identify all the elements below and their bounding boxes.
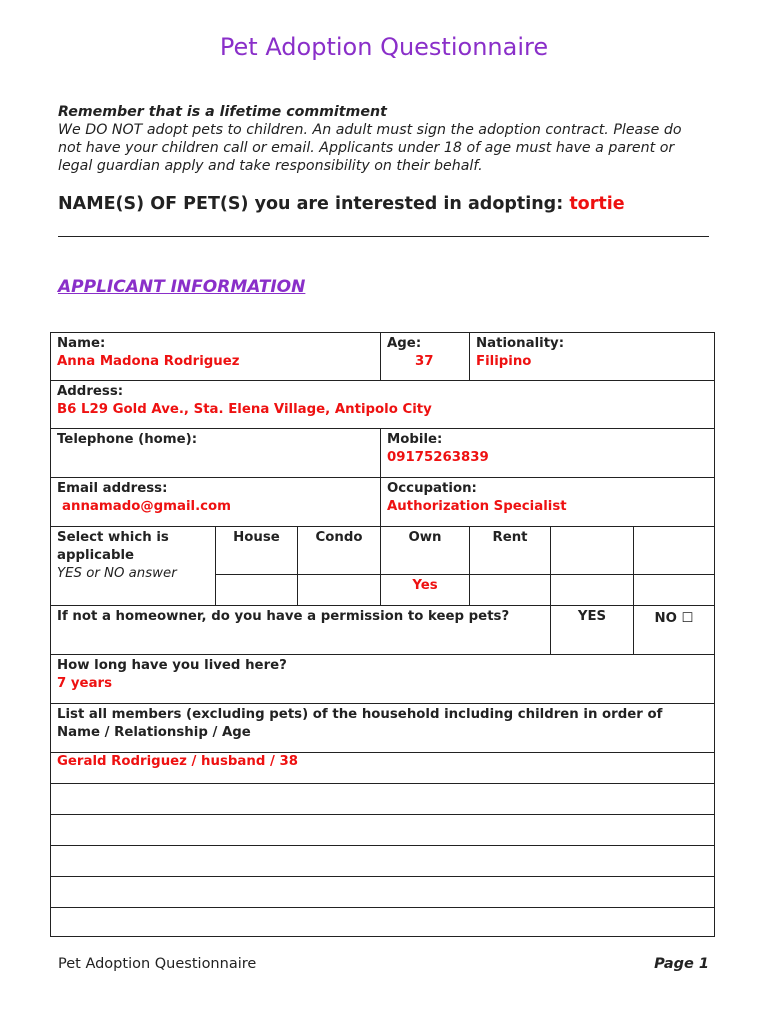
extra-header-1 [550, 526, 634, 575]
email-value[interactable]: annamado@gmail.com [62, 499, 232, 514]
occupation-label: Occupation: [387, 481, 477, 496]
permission-no-checkbox[interactable]: NO ☐ [654, 611, 694, 626]
occupation-cell[interactable] [380, 477, 715, 527]
member-row[interactable] [50, 783, 715, 815]
own-header [380, 526, 470, 575]
rent-answer[interactable] [469, 574, 551, 606]
permission-yes-cell[interactable] [550, 605, 634, 655]
intro-heading: Remember that is a lifetime commitment [58, 104, 387, 120]
own-label: Own [408, 530, 442, 545]
name-value[interactable]: Anna Madona Rodriguez [57, 354, 240, 369]
lived-cell[interactable] [50, 654, 715, 704]
member-row-text[interactable]: Gerald Rodriguez / husband / 38 [57, 754, 298, 769]
permission-no-cell[interactable] [633, 605, 715, 655]
nationality-label: Nationality: [476, 336, 565, 351]
applicant-form [51, 333, 716, 937]
age-value[interactable]: 37 [415, 354, 434, 369]
select-applicable-cell [50, 526, 216, 606]
permission-yes-label[interactable]: YES [577, 609, 607, 624]
email-label: Email address: [57, 481, 168, 496]
select-applicable-label: Select which is applicable [57, 530, 169, 563]
condo-header [297, 526, 381, 575]
extra-header-2 [633, 526, 715, 575]
mobile-cell[interactable] [380, 428, 715, 478]
own-answer-value[interactable]: Yes [412, 578, 438, 593]
age-cell[interactable] [380, 332, 470, 381]
member-row[interactable] [50, 907, 715, 937]
email-cell[interactable] [50, 477, 381, 527]
footer-title: Pet Adoption Questionnaire [58, 956, 257, 972]
members-header-cell [50, 703, 715, 753]
nationality-value[interactable]: Filipino [476, 354, 532, 369]
intro-body: We DO NOT adopt pets to children. An adult must sign the adoption contract. Please do not have your children call or email. Applicants under 18 of age must have a parent or legal guardian apply and take responsibility on their behalf. [58, 122, 682, 174]
mobile-value[interactable]: 09175263839 [387, 450, 489, 465]
house-label: House [233, 530, 280, 545]
member-row[interactable] [50, 752, 715, 784]
page-title: Pet Adoption Questionnaire [219, 33, 549, 61]
section-title: APPLICANT INFORMATION [58, 277, 306, 297]
pet-names-line [58, 194, 625, 214]
extra-answer-1[interactable] [550, 574, 634, 606]
name-label: Name: [57, 336, 106, 351]
address-label: Address: [57, 384, 124, 399]
address-cell[interactable] [50, 380, 715, 429]
permission-label: If not a homeowner, do you have a permission to keep pets? [57, 609, 510, 624]
divider-line [58, 236, 709, 237]
own-answer[interactable] [380, 574, 470, 606]
rent-label: Rent [492, 530, 528, 545]
condo-label: Condo [315, 530, 363, 545]
intro-block [58, 103, 708, 175]
mobile-label: Mobile: [387, 432, 443, 447]
pet-names-label: NAME(S) OF PET(S) you are interested in adopting: [58, 194, 564, 214]
permission-cell [50, 605, 551, 655]
age-label: Age: [387, 336, 422, 351]
condo-answer[interactable] [297, 574, 381, 606]
members-label: List all members (excluding pets) of the household including children in order of Name / Relationship / Age [57, 707, 663, 740]
lived-value[interactable]: 7 years [57, 676, 113, 691]
pet-names-value[interactable]: tortie [569, 194, 625, 214]
address-value[interactable]: B6 L29 Gold Ave., Sta. Elena Village, Antipolo City [57, 402, 432, 417]
house-answer[interactable] [215, 574, 298, 606]
select-applicable-hint: YES or NO answer [57, 566, 177, 581]
telephone-label: Telephone (home): [57, 432, 198, 447]
occupation-value[interactable]: Authorization Specialist [387, 499, 567, 514]
telephone-cell[interactable] [50, 428, 381, 478]
page-number: Page 1 [654, 956, 709, 972]
extra-answer-2[interactable] [633, 574, 715, 606]
house-header [215, 526, 298, 575]
nationality-cell[interactable] [469, 332, 715, 381]
member-row[interactable] [50, 814, 715, 846]
member-row[interactable] [50, 876, 715, 908]
rent-header [469, 526, 551, 575]
member-row[interactable] [50, 845, 715, 877]
lived-label: How long have you lived here? [57, 658, 287, 673]
name-cell[interactable] [50, 332, 381, 381]
